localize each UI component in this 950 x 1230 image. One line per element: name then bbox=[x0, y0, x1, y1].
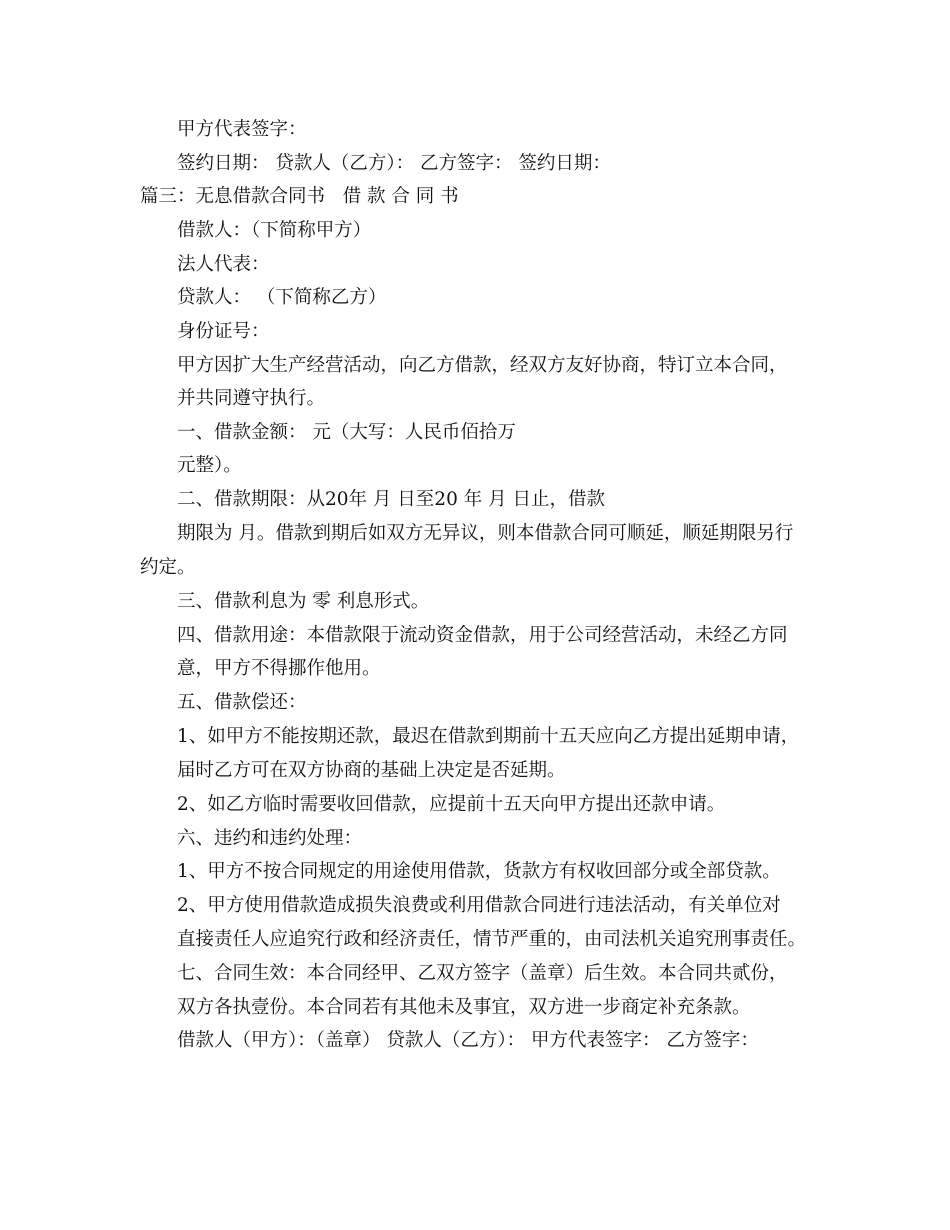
clause-repayment: 2、如乙方临时需要收回借款，应提前十五天向甲方提出还款申请。 bbox=[177, 794, 726, 815]
clause-breach: 直接责任人应追究行政和经济责任，情节严重的，由司法机关追究刑事责任。 bbox=[177, 929, 807, 950]
clause-breach: 2、甲方使用借款造成损失浪费或利用借款合同进行违法活动，有关单位对 bbox=[177, 895, 781, 916]
preamble-line: 并共同遵守执行。 bbox=[177, 388, 326, 409]
clause-purpose: 四、借款用途：本借款限于流动资金借款，用于公司经营活动，未经乙方同 bbox=[177, 625, 788, 646]
clause-term: 期限为 月。借款到期后如双方无异议，则本借款合同可顺延，顺延期限另行 bbox=[177, 523, 794, 544]
legal-rep-line: 法人代表： bbox=[177, 254, 270, 275]
signature-line: 甲方代表签字： bbox=[177, 119, 307, 140]
clause-repayment: 五、借款偿还： bbox=[177, 692, 307, 713]
lender-line: 贷款人： （下简称乙方） bbox=[177, 287, 387, 308]
clause-amount: 元整）。 bbox=[177, 455, 242, 476]
signature-date-line: 签约日期： 贷款人（乙方）： 乙方签字： 签约日期： bbox=[177, 153, 611, 174]
id-number-line: 身份证号： bbox=[177, 321, 270, 342]
clause-purpose: 意，甲方不得挪作他用。 bbox=[177, 658, 381, 679]
clause-interest: 三、借款利息为 零 利息形式。 bbox=[177, 591, 430, 612]
signature-block: 借款人（甲方）：（盖章） 贷款人（乙方）： 甲方代表签字： 乙方签字： bbox=[177, 1030, 759, 1051]
borrower-line: 借款人：（下简称甲方） bbox=[177, 220, 372, 241]
clause-term: 二、借款期限：从20年 月 日至20 年 月 日止，借款 bbox=[177, 489, 605, 510]
clause-repayment: 1、如甲方不能按期还款，最迟在借款到期前十五天应向乙方提出延期申请， bbox=[177, 726, 800, 747]
clause-term: 约定。 bbox=[140, 557, 196, 578]
clause-repayment: 届时乙方可在双方协商的基础上决定是否延期。 bbox=[177, 760, 566, 781]
preamble-line: 甲方因扩大生产经营活动，向乙方借款，经双方友好协商，特订立本合同， bbox=[177, 355, 788, 376]
clause-breach: 六、违约和违约处理： bbox=[177, 828, 363, 849]
section-title: 篇三：无息借款合同书 借 款 合 同 书 bbox=[140, 186, 459, 207]
clause-amount: 一、借款金额： 元（大写：人民币佰拾万 bbox=[177, 422, 516, 443]
clause-breach: 1、甲方不按合同规定的用途使用借款，货款方有权收回部分或全部贷款。 bbox=[177, 861, 781, 882]
clause-effect: 双方各执壹份。本合同若有其他未及事宜，双方进一步商定补充条款。 bbox=[177, 997, 751, 1018]
clause-effect: 七、合同生效：本合同经甲、乙双方签字（盖章）后生效。本合同共贰份， bbox=[177, 963, 788, 984]
